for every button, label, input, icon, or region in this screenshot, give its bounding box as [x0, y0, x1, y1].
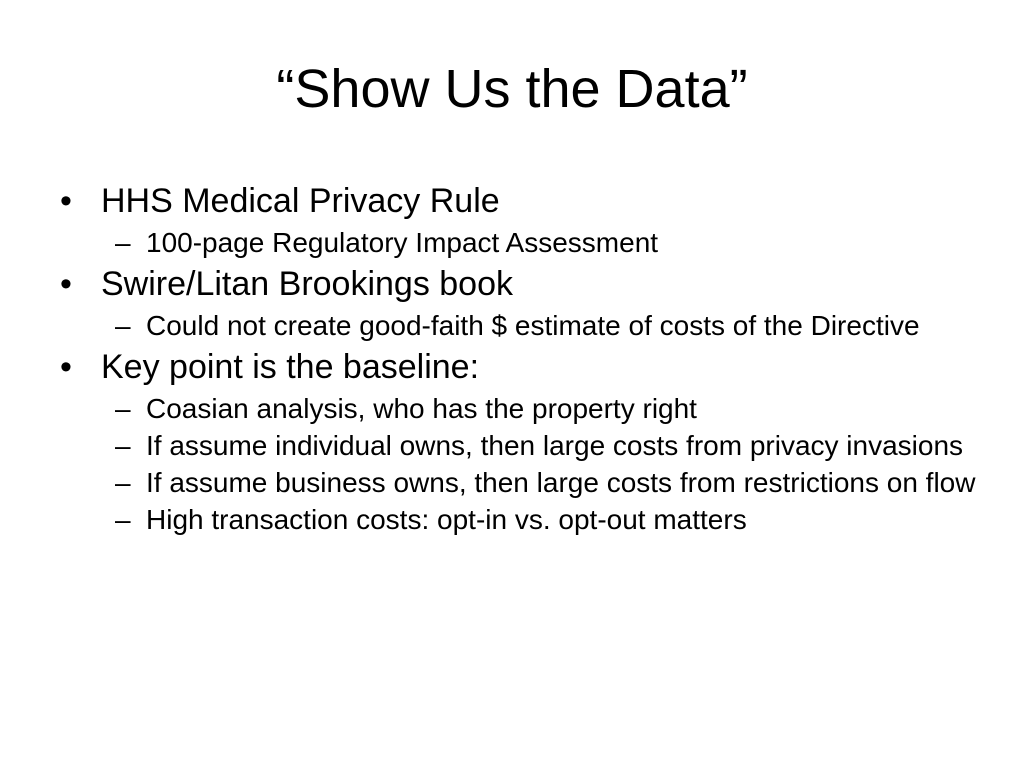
bullet-marker: • [60, 265, 72, 303]
bullet-item [60, 180, 980, 222]
sub-bullet-text: High transaction costs: opt-in vs. opt-out matters [146, 504, 747, 535]
sub-bullet-marker: – [115, 310, 131, 341]
sub-bullet-text: 100-page Regulatory Impact Assessment [146, 227, 659, 258]
sub-bullet-marker: – [115, 227, 131, 258]
sub-bullet-item [60, 503, 980, 536]
sub-bullet-marker: – [115, 504, 131, 535]
sub-bullet-item [60, 309, 980, 342]
bullet-list [60, 180, 980, 540]
bullet-text: HHS Medical Privacy Rule [101, 182, 500, 220]
sub-bullet-text: If assume business owns, then large costs from restrictions on flow [146, 467, 976, 498]
sub-bullet-list [60, 392, 980, 536]
sub-bullet-item [60, 429, 980, 462]
bullet-marker: • [60, 348, 72, 386]
sub-bullet-text: Coasian analysis, who has the property right [146, 393, 697, 424]
slide-title: “Show Us the Data” [276, 59, 748, 119]
sub-bullet-marker: – [115, 393, 131, 424]
bullet-text: Key point is the baseline: [101, 348, 480, 386]
bullet-text: Swire/Litan Brookings book [101, 265, 514, 303]
bullet-item [60, 346, 980, 388]
bullet-item [60, 263, 980, 305]
sub-bullet-item [60, 226, 980, 259]
sub-bullet-text: If assume individual owns, then large costs from privacy invasions [146, 430, 964, 461]
sub-bullet-item [60, 392, 980, 425]
sub-bullet-list [60, 309, 980, 342]
sub-bullet-list [60, 226, 980, 259]
sub-bullet-text: Could not create good-faith $ estimate of costs of the Directive [146, 310, 920, 341]
bullet-marker: • [60, 182, 72, 220]
sub-bullet-marker: – [115, 467, 131, 498]
sub-bullet-marker: – [115, 430, 131, 461]
sub-bullet-item [60, 466, 980, 499]
